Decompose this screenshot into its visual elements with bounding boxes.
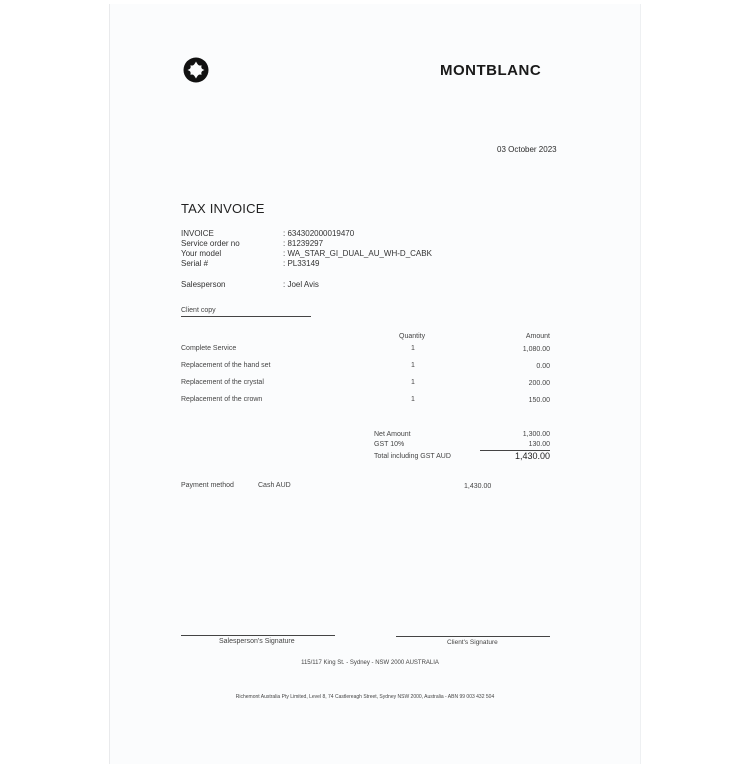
column-header-amount: Amount [525,333,550,340]
table-row-description: Replacement of the crown [181,396,263,403]
client-copy-underline [181,316,311,317]
field-label-serial: Serial # [181,259,209,268]
gst-label: GST 10% [374,441,405,448]
table-row-amount: 1,080.00 [522,346,550,353]
table-row-quantity: 1 [411,345,415,352]
field-label-model: Your model [181,249,222,258]
total-value: 1,430.00 [514,451,550,461]
footer-legal [0,694,750,700]
table-row-quantity: 1 [411,396,415,403]
field-value-service-order: : 81239297 [283,239,324,248]
net-amount-value: 1,300.00 [522,431,550,438]
field-value-model: : WA_STAR_GI_DUAL_AU_WH-D_CABK [283,249,432,258]
table-row-quantity: 1 [411,379,415,386]
document-title: TAX INVOICE [181,201,265,216]
payment-method-value: Cash AUD [258,482,291,489]
table-row-amount: 200.00 [528,380,550,387]
table-row-quantity: 1 [411,362,415,369]
total-label: Total including GST AUD [374,453,451,460]
table-row-description: Replacement of the hand set [181,362,271,369]
table-row-description: Complete Service [181,345,237,352]
payment-method-label: Payment method [181,482,234,489]
payment-amount: 1,430.00 [464,483,492,490]
field-label-service-order: Service order no [181,239,240,248]
footer-address-text: 115/117 King St. - Sydney - NSW 2000 AUSTRALIA [301,660,439,666]
brand-name: MONTBLANC [440,62,542,79]
salesperson-label: Salesperson [181,280,226,289]
client-signature-line [396,636,550,637]
client-signature-label: Client's Signature [447,639,498,646]
column-header-quantity: Quantity [399,333,426,340]
salesperson-signature-label: Salesperson's Signature [219,638,295,645]
salesperson-signature-line [181,635,335,636]
salesperson-value: : Joel Avis [283,280,319,289]
field-value-invoice: : 634302000019470 [283,229,355,238]
gst-value: 130.00 [528,441,550,448]
montblanc-star-icon [183,57,209,83]
table-row-amount: 150.00 [528,397,550,404]
footer-address [0,660,750,666]
net-amount-label: Net Amount [374,431,411,438]
client-copy-label: Client copy [181,307,216,314]
footer-legal-text: Richemont Australia Pty Limited, Level 8, 74 Castlereagh Street, Sydney NSW 2000, Australia - ABN 99 003 432 504 [235,694,495,700]
table-row-amount: 0.00 [536,363,550,370]
invoice-date: 03 October 2023 [497,145,557,154]
table-row-description: Replacement of the crystal [181,379,264,386]
field-value-serial: : PL33149 [283,259,320,268]
field-label-invoice: INVOICE [181,229,214,238]
